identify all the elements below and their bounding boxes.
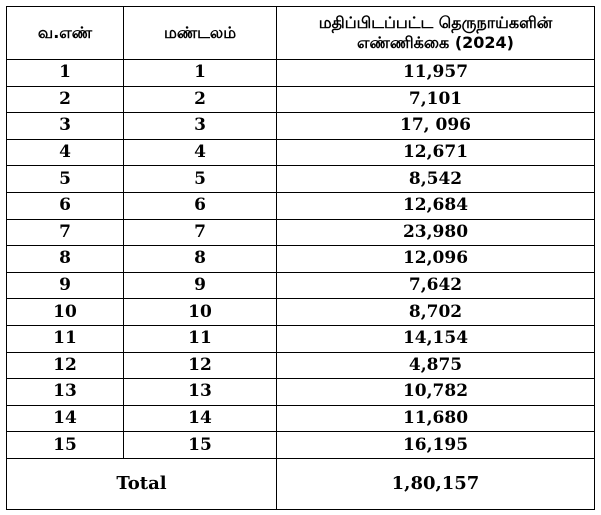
table-row xyxy=(7,352,595,379)
table-row xyxy=(7,166,595,193)
header-serial-number: வ.எண் xyxy=(7,7,124,60)
table-row xyxy=(7,113,595,140)
header-estimated-count xyxy=(277,7,595,60)
total-label: Total xyxy=(7,458,277,509)
table-row xyxy=(7,192,595,219)
zone-cell: 14 xyxy=(124,405,277,432)
dog-count-cell: 17, 096 xyxy=(277,113,595,140)
table-row xyxy=(7,139,595,166)
serial-number-cell: 15 xyxy=(7,432,124,459)
serial-number-cell: 14 xyxy=(7,405,124,432)
zone-cell: 7 xyxy=(124,219,277,246)
dog-count-cell: 11,680 xyxy=(277,405,595,432)
dog-count-cell: 8,702 xyxy=(277,299,595,326)
dog-count-cell: 16,195 xyxy=(277,432,595,459)
zone-cell: 2 xyxy=(124,86,277,113)
header-row xyxy=(7,7,595,60)
dog-count-cell: 12,671 xyxy=(277,139,595,166)
serial-number-cell: 5 xyxy=(7,166,124,193)
serial-number-cell: 12 xyxy=(7,352,124,379)
zone-cell: 8 xyxy=(124,246,277,273)
total-row xyxy=(7,458,595,509)
table-row xyxy=(7,379,595,406)
zone-cell: 4 xyxy=(124,139,277,166)
zone-cell: 10 xyxy=(124,299,277,326)
dog-count-cell: 10,782 xyxy=(277,379,595,406)
zone-cell: 12 xyxy=(124,352,277,379)
header-estimated-count-line2: எண்ணிக்கை (2024) xyxy=(357,33,514,52)
zone-cell: 1 xyxy=(124,60,277,87)
header-zone: மண்டலம் xyxy=(124,7,277,60)
zone-cell: 15 xyxy=(124,432,277,459)
stray-dog-table-container xyxy=(6,6,595,510)
serial-number-cell: 1 xyxy=(7,60,124,87)
table-row xyxy=(7,299,595,326)
zone-cell: 5 xyxy=(124,166,277,193)
stray-dog-count-table xyxy=(6,6,595,510)
table-row xyxy=(7,325,595,352)
dog-count-cell: 12,096 xyxy=(277,246,595,273)
table-row xyxy=(7,219,595,246)
serial-number-cell: 10 xyxy=(7,299,124,326)
zone-cell: 6 xyxy=(124,192,277,219)
serial-number-cell: 8 xyxy=(7,246,124,273)
dog-count-cell: 4,875 xyxy=(277,352,595,379)
table-body xyxy=(7,60,595,459)
serial-number-cell: 7 xyxy=(7,219,124,246)
zone-cell: 13 xyxy=(124,379,277,406)
dog-count-cell: 11,957 xyxy=(277,60,595,87)
zone-cell: 11 xyxy=(124,325,277,352)
dog-count-cell: 23,980 xyxy=(277,219,595,246)
total-value: 1,80,157 xyxy=(277,458,595,509)
dog-count-cell: 7,642 xyxy=(277,272,595,299)
serial-number-cell: 11 xyxy=(7,325,124,352)
table-row xyxy=(7,86,595,113)
table-row xyxy=(7,60,595,87)
dog-count-cell: 14,154 xyxy=(277,325,595,352)
table-row xyxy=(7,405,595,432)
serial-number-cell: 4 xyxy=(7,139,124,166)
table-row xyxy=(7,272,595,299)
serial-number-cell: 2 xyxy=(7,86,124,113)
header-estimated-count-line1: மதிப்பிடப்பட்ட தெருநாய்களின் xyxy=(318,13,553,32)
serial-number-cell: 3 xyxy=(7,113,124,140)
dog-count-cell: 7,101 xyxy=(277,86,595,113)
dog-count-cell: 12,684 xyxy=(277,192,595,219)
serial-number-cell: 6 xyxy=(7,192,124,219)
table-row xyxy=(7,432,595,459)
zone-cell: 9 xyxy=(124,272,277,299)
dog-count-cell: 8,542 xyxy=(277,166,595,193)
table-row xyxy=(7,246,595,273)
serial-number-cell: 13 xyxy=(7,379,124,406)
serial-number-cell: 9 xyxy=(7,272,124,299)
zone-cell: 3 xyxy=(124,113,277,140)
